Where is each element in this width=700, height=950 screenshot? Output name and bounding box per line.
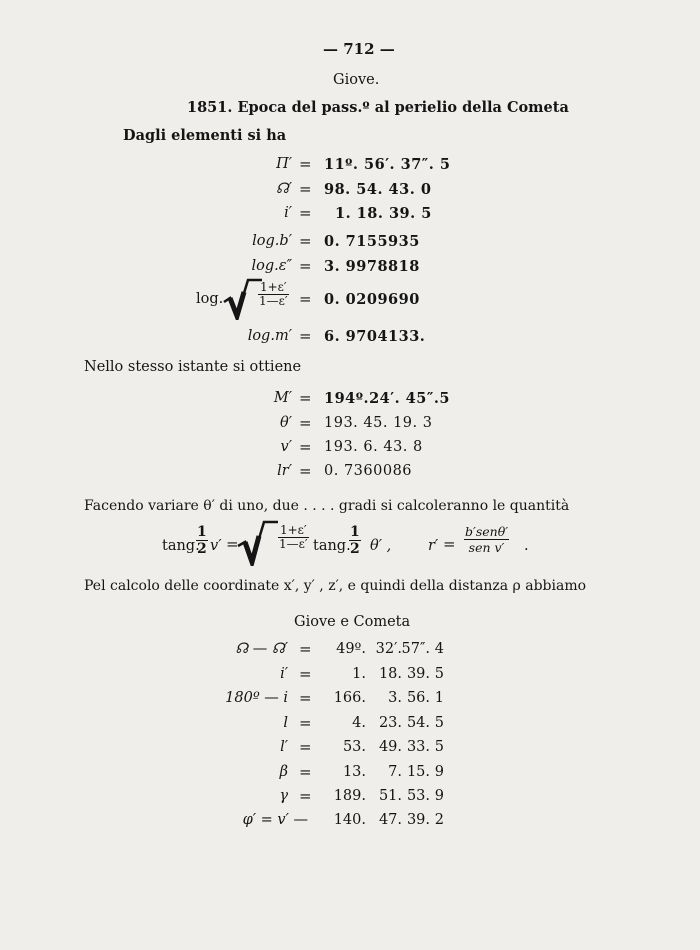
eq-lhs: log.b′ bbox=[252, 233, 292, 249]
equals-sign: = bbox=[299, 327, 312, 345]
sqrt-radical-icon bbox=[222, 278, 262, 320]
section2-intro: Nello stesso istante si ottiene bbox=[84, 359, 302, 375]
eq-rhs: 194º.24′. 45″.5 bbox=[324, 390, 450, 407]
equals-sign: = bbox=[299, 180, 312, 198]
seconds: 54. bbox=[406, 715, 430, 731]
tenths: 2 bbox=[434, 812, 444, 828]
eq-lhs: log.ε″ bbox=[251, 258, 292, 274]
eq-rhs: 193. 6. 43. 8 bbox=[324, 439, 423, 455]
sqrt-radical-icon bbox=[236, 520, 278, 566]
formula-end: . bbox=[524, 538, 529, 554]
half-fraction bbox=[196, 524, 208, 557]
eq-lhs: log.m′ bbox=[247, 328, 292, 344]
equals-sign: = bbox=[299, 438, 312, 456]
fraction-numerator: 1+ε′ bbox=[259, 280, 287, 294]
fraction-denominator: 2 bbox=[350, 541, 360, 557]
section1-intro: Dagli elementi si ha bbox=[123, 127, 287, 144]
eq-rhs: 193. 45. 19. 3 bbox=[324, 415, 433, 431]
eq-rhs: 6. 9704133. bbox=[324, 328, 426, 345]
eq-lhs: log. bbox=[196, 291, 224, 307]
formula-theta: θ′ , bbox=[370, 538, 392, 554]
equals-sign: = bbox=[299, 257, 312, 275]
fraction-numerator: b′senθ′ bbox=[465, 524, 509, 539]
fraction-denominator: 2 bbox=[197, 541, 207, 557]
sqrt-fraction bbox=[278, 524, 309, 551]
row-lhs: 180º — i bbox=[225, 690, 288, 706]
eq-rhs: 3. 9978818 bbox=[324, 258, 420, 275]
row-lhs: l bbox=[283, 715, 288, 731]
row-lhs: l′ bbox=[280, 739, 288, 755]
fraction-numerator: 1+ε′ bbox=[279, 523, 307, 537]
half-fraction bbox=[349, 524, 361, 557]
minutes: 18. bbox=[378, 666, 402, 682]
degrees: 1. bbox=[352, 666, 366, 682]
degrees: 49º. bbox=[336, 641, 366, 657]
tenths: 5 bbox=[434, 739, 444, 755]
epoch-title: 1851. Epoca del pass.º al perielio della Cometa bbox=[187, 99, 569, 116]
fraction-numerator: 1 bbox=[197, 524, 207, 540]
equals-sign: = bbox=[299, 738, 312, 756]
eq-rhs: 98. 54. 43. 0 bbox=[324, 181, 432, 198]
fraction-denominator: 1—ε′ bbox=[259, 294, 288, 308]
degrees: 4. bbox=[352, 715, 366, 731]
eq-rhs: 1. 18. 39. 5 bbox=[335, 205, 432, 222]
eq-lhs: i′ bbox=[284, 205, 292, 221]
formula-tang-1: tang. bbox=[162, 538, 200, 554]
eq-rhs: 11º. 56′. 37″. 5 bbox=[324, 156, 451, 173]
degrees: 13. bbox=[342, 764, 366, 780]
tenths: 1 bbox=[434, 690, 444, 706]
eq-lhs: lr′ bbox=[277, 463, 292, 479]
equals-sign: = bbox=[299, 232, 312, 250]
equals-sign: = bbox=[299, 389, 312, 407]
row-lhs: ☊ — ☊′ bbox=[235, 641, 288, 657]
equals-sign: = bbox=[299, 155, 312, 173]
minutes: 7. bbox=[388, 764, 402, 780]
r-fraction bbox=[464, 524, 509, 555]
row-lhs: φ′ = v′ — bbox=[242, 812, 308, 828]
sqrt-fraction bbox=[258, 281, 289, 308]
degrees: 189. bbox=[333, 788, 366, 804]
seconds: 57″. bbox=[401, 641, 430, 657]
minutes: 3. bbox=[388, 690, 402, 706]
eq-lhs: ☊′ bbox=[275, 181, 292, 197]
seconds: 39. bbox=[406, 812, 430, 828]
equals-sign: = bbox=[299, 763, 312, 781]
row-lhs: i′ bbox=[280, 666, 288, 682]
degrees: 140. bbox=[333, 812, 366, 828]
minutes: 23. bbox=[378, 715, 402, 731]
seconds: 53. bbox=[406, 788, 430, 804]
equals-sign: = bbox=[299, 204, 312, 222]
equals-sign: = bbox=[299, 689, 312, 707]
planet-title: Giove. bbox=[333, 72, 380, 88]
formula-tang-2: tang. bbox=[313, 538, 351, 554]
row-lhs: β bbox=[279, 764, 288, 780]
fraction-denominator: 1—ε′ bbox=[279, 537, 308, 551]
equals-sign: = bbox=[299, 290, 312, 308]
eq-lhs: Π′ bbox=[276, 156, 292, 172]
eq-rhs: 0. 7360086 bbox=[324, 463, 413, 479]
equals-sign: = bbox=[226, 535, 239, 553]
tenths: 5 bbox=[434, 715, 444, 731]
seconds: 15. bbox=[406, 764, 430, 780]
seconds: 33. bbox=[406, 739, 430, 755]
equals-sign: = bbox=[299, 414, 312, 432]
seconds: 56. bbox=[406, 690, 430, 706]
equals-sign: = bbox=[299, 640, 312, 658]
equals-sign: = bbox=[443, 535, 456, 553]
degrees: 53. bbox=[342, 739, 366, 755]
formula-v: v′ bbox=[210, 538, 222, 554]
formula-r: r′ bbox=[428, 538, 439, 554]
eq-lhs: θ′ bbox=[279, 415, 292, 431]
page-number: — 712 — bbox=[323, 40, 395, 58]
minutes: 51. bbox=[378, 788, 402, 804]
equals-sign: = bbox=[299, 665, 312, 683]
eq-lhs: v′ bbox=[280, 439, 292, 455]
tenths: 9 bbox=[434, 788, 444, 804]
minutes: 49. bbox=[378, 739, 402, 755]
tenths: 4 bbox=[434, 641, 444, 657]
equals-sign: = bbox=[299, 787, 312, 805]
tenths: 9 bbox=[434, 764, 444, 780]
fraction-denominator: sen v′ bbox=[468, 540, 505, 555]
eq-rhs: 0. 7155935 bbox=[324, 233, 420, 250]
fraction-numerator: 1 bbox=[350, 524, 360, 540]
eq-lhs: M′ bbox=[273, 390, 292, 406]
row-lhs: γ bbox=[279, 788, 288, 804]
tenths: 5 bbox=[434, 666, 444, 682]
section4-subtitle: Giove e Cometa bbox=[294, 614, 411, 630]
section3-text: Facendo variare θ′ di uno, due . . . . gradi si calcoleranno le quantità bbox=[84, 498, 570, 514]
seconds: 39. bbox=[406, 666, 430, 682]
equals-sign: = bbox=[299, 714, 312, 732]
section4-text: Pel calcolo delle coordinate x′, y′ , z′, e quindi della distanza ρ abbiamo bbox=[84, 578, 587, 594]
minutes: 47. bbox=[378, 812, 402, 828]
degrees: 166. bbox=[333, 690, 366, 706]
equals-sign: = bbox=[299, 462, 312, 480]
minutes: 32′. bbox=[375, 641, 402, 657]
eq-rhs: 0. 0209690 bbox=[324, 291, 420, 308]
